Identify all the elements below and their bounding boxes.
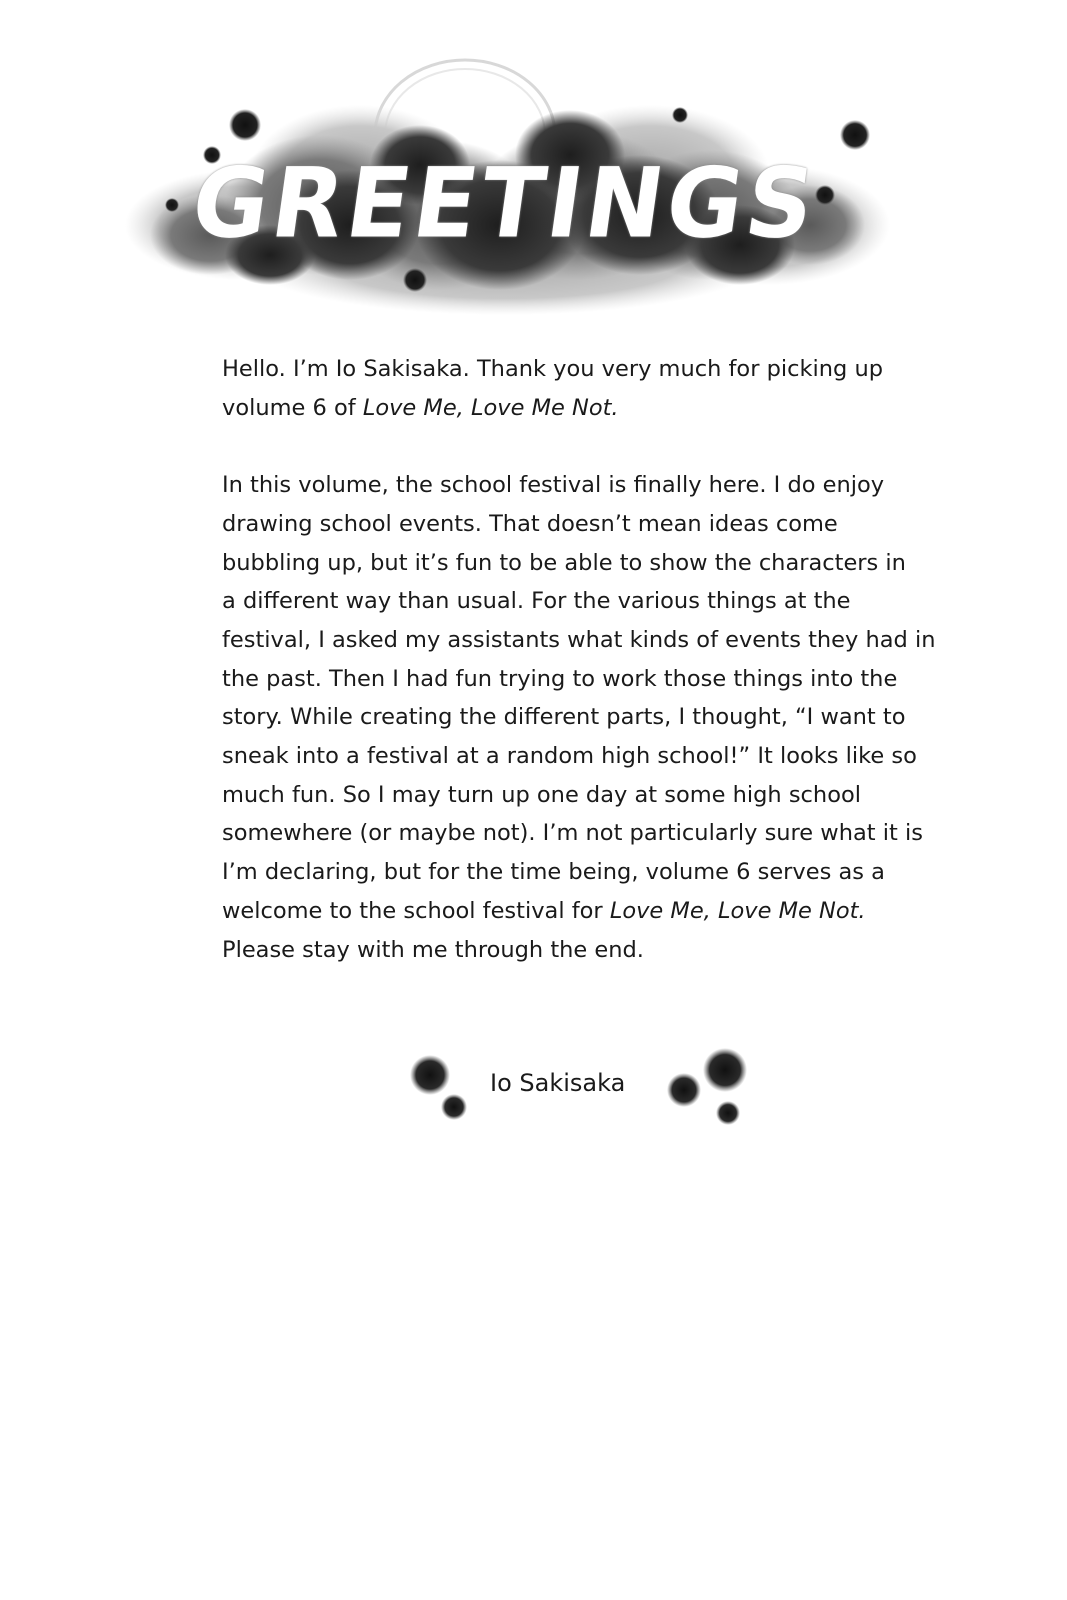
text-segment: Hello. I’m Io Sakisaka. Thank you very much for picking up bbox=[222, 356, 884, 382]
author-signature: Io Sakisaka bbox=[490, 1069, 626, 1097]
letter-paragraph bbox=[222, 350, 882, 427]
text-segment: somewhere (or maybe not). I’m not particularly sure what it is bbox=[222, 820, 923, 847]
text-segment: festival, I asked my assistants what kinds of events they had in bbox=[222, 626, 936, 653]
book-title-italic: Love Me, Love Me Not. bbox=[362, 394, 619, 421]
letter-paragraph bbox=[222, 466, 936, 969]
book-title-italic: Love Me, Love Me Not. bbox=[609, 897, 866, 924]
text-line bbox=[222, 389, 882, 428]
text-segment: drawing school events. That doesn’t mean ideas come bbox=[222, 510, 838, 537]
signature-block bbox=[400, 1045, 770, 1135]
text-line bbox=[222, 814, 923, 853]
text-segment: the past. Then I had fun trying to work those things into the bbox=[222, 665, 898, 692]
text-line bbox=[222, 505, 882, 544]
text-segment: sneak into a festival at a random high school!” It looks like so bbox=[222, 743, 917, 770]
text-segment: In this volume, the school festival is finally here. I do enjoy bbox=[222, 472, 885, 499]
text-line bbox=[222, 466, 885, 505]
text-line bbox=[222, 892, 882, 931]
text-line bbox=[222, 660, 898, 699]
text-line bbox=[222, 582, 882, 621]
text-line bbox=[222, 737, 917, 776]
text-segment: volume 6 of bbox=[222, 394, 363, 421]
text-segment: a different way than usual. For the various things at the bbox=[222, 588, 851, 615]
greetings-banner bbox=[120, 55, 890, 325]
text-line bbox=[222, 350, 882, 389]
text-segment: story. While creating the different parts, I thought, “I want to bbox=[222, 704, 906, 731]
text-segment: welcome to the school festival for bbox=[222, 897, 610, 924]
text-line bbox=[222, 544, 906, 583]
text-line bbox=[222, 776, 882, 815]
text-segment: bubbling up, but it’s fun to be able to show the characters in bbox=[222, 549, 906, 576]
text-segment: Please stay with me through the end. bbox=[222, 936, 644, 963]
text-line bbox=[222, 621, 936, 660]
page-title: GREETINGS bbox=[185, 147, 825, 260]
text-line bbox=[222, 931, 882, 970]
text-line bbox=[222, 853, 885, 892]
greeting-letter bbox=[222, 350, 936, 969]
text-line bbox=[222, 698, 906, 737]
text-segment: much fun. So I may turn up one day at some high school bbox=[222, 781, 861, 808]
text-segment: I’m declaring, but for the time being, volume 6 serves as a bbox=[222, 859, 885, 886]
